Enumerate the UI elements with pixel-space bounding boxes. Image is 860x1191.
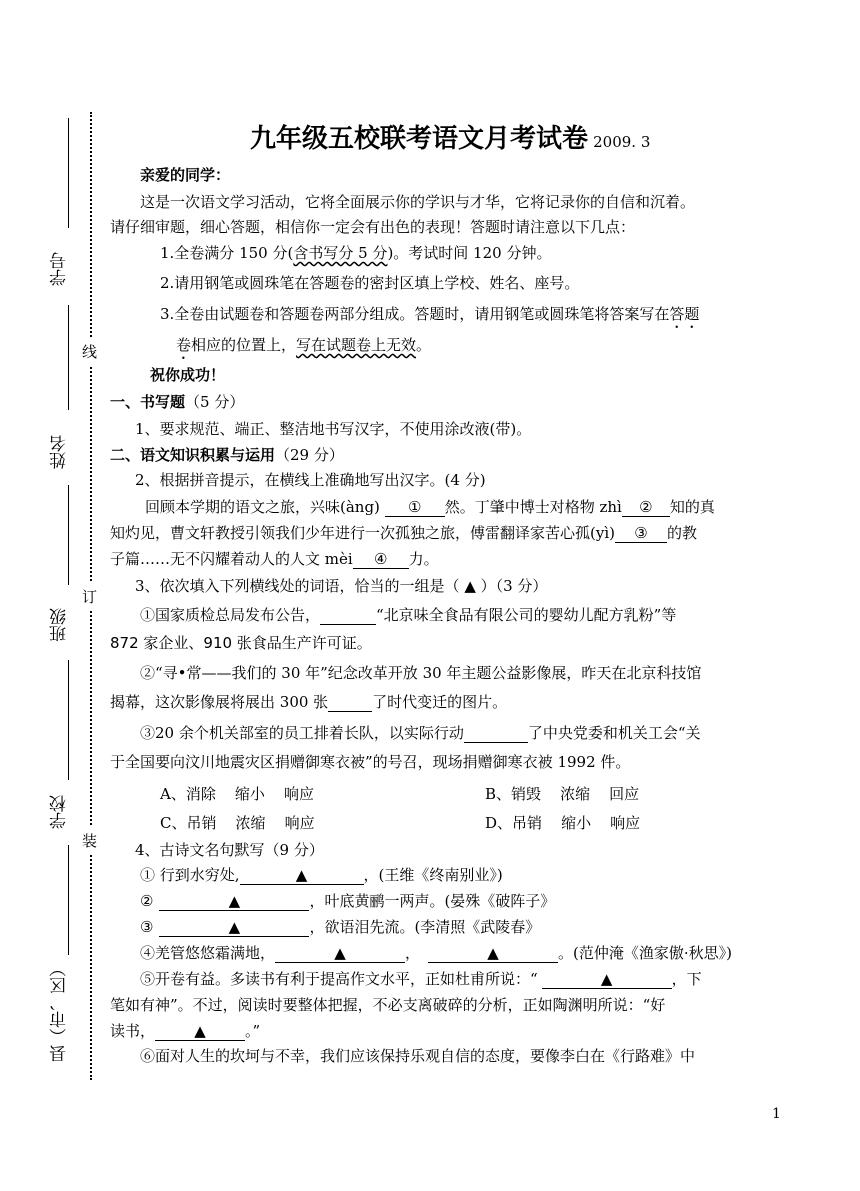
poem-blank: ▲ xyxy=(542,970,672,989)
poem-text: ② xyxy=(140,892,154,910)
poem-blank: ▲ xyxy=(275,944,405,963)
q3-sentence-3-cont: 于全国要向汶川地震灾区捐赠御寒衣被”的号召，现场捐赠御寒衣被 1992 件。 xyxy=(110,753,631,771)
q3-text: 了时代变迁的图片。 xyxy=(372,693,508,711)
field-school: 学校 xyxy=(50,795,70,829)
note-1-pre: 1.全卷满分 150 分( xyxy=(160,244,294,262)
exam-date: 2009. 3 xyxy=(593,133,651,151)
poem-line-5-end xyxy=(110,1022,260,1041)
question-4: 4、古诗文名句默写（9 分） xyxy=(135,841,324,859)
poem-line-4 xyxy=(140,944,732,963)
q3-sentence-3 xyxy=(140,724,701,743)
field-name: 姓名 xyxy=(50,435,70,469)
option-d: D、吊销 缩小 响应 xyxy=(485,814,641,832)
q3-text: 了中央党委和机关工会“关 xyxy=(527,724,701,742)
note-1 xyxy=(160,244,551,262)
q2-text: 回顾本学期的语文之旅，兴味(àng) xyxy=(145,498,385,516)
poem-line-2 xyxy=(140,892,555,911)
poem-text: 。(范仲淹《渔家傲·秋思》) xyxy=(558,944,733,962)
note-2: 2.请用钢笔或圆珠笔在答题卷的密封区填上学校、姓名、座号。 xyxy=(160,274,580,292)
q2-text: 力。 xyxy=(408,550,439,568)
section-1-score: （5 分） xyxy=(185,393,245,411)
section-2-title: 二、语文知识积累与运用 xyxy=(110,446,276,464)
note-3-cont-wavy: 写在试题卷上无效 xyxy=(296,336,417,354)
q3-text: ③20 余个机关部室的员工排着长队，以实际行动 xyxy=(140,724,464,742)
poem-line-3 xyxy=(140,918,540,937)
note-3-cont xyxy=(176,336,431,363)
option-c: C、吊销 浓缩 响应 xyxy=(160,814,315,832)
poem-text: ⑤开卷有益。多读书有利于提高作文水平，正如杜甫所说：“ xyxy=(140,970,538,988)
question-3: 3、依次填入下列横线处的词语，恰当的一组是（ ▲ ）（3 分） xyxy=(135,577,548,595)
field-county: 县（市、区） xyxy=(50,960,70,1062)
poem-text: ，下 xyxy=(671,970,702,988)
note-3-pre: 3.全卷由试题卷和答题卷两部分组成。答题时，请用钢笔或圆珠笔将答案写在 xyxy=(160,305,670,323)
page-number: 1 xyxy=(772,1106,781,1122)
q3-blank-1 xyxy=(320,606,376,625)
question-1: 1、要求规范、端正、整洁地书写汉字，不使用涂改液(带)。 xyxy=(135,420,532,438)
option-a: A、消除 缩小 响应 xyxy=(160,785,314,803)
question-2: 2、根据拼音提示，在横线上准确地写出汉字。(4 分) xyxy=(135,471,486,489)
q2-line-1 xyxy=(145,498,715,517)
q2-line-2 xyxy=(110,524,697,543)
poem-blank: ▲ xyxy=(240,866,364,885)
q3-blank-2 xyxy=(328,693,372,712)
binding-line xyxy=(68,845,69,955)
binding-line xyxy=(68,660,69,780)
good-luck: 祝你成功！ xyxy=(150,366,226,384)
poem-text: 读书， xyxy=(110,1022,156,1040)
q3-text: 揭幕，这次影像展将展出 300 张 xyxy=(110,693,329,711)
poem-text: 。” xyxy=(245,1022,261,1040)
note-3-cont-emphasis: 卷 xyxy=(176,336,192,354)
poem-text: ，(王维《终南别业》) xyxy=(363,866,503,884)
note-3-cont-end: 。 xyxy=(416,336,432,354)
poem-text: ，叶底黄鹂一两声。(晏殊《破阵子》 xyxy=(309,892,556,910)
q2-blank-4: ④ xyxy=(353,550,409,569)
q3-text: “北京味全食品有限公司的婴幼儿配方乳粉”等 xyxy=(376,606,677,624)
poem-line-5 xyxy=(140,970,702,989)
section-1-title: 一、书写题 xyxy=(110,393,186,411)
q2-line-3 xyxy=(110,550,439,569)
q3-sentence-1 xyxy=(140,606,676,625)
poem-line-5-cont: 笔如有神”。不过，阅读时要整体把握，不必支离破碎的分析，正如陶渊明所说：“好 xyxy=(110,996,666,1014)
poem-text: ，欲语泪先流。(李清照《武陵春》 xyxy=(309,918,541,936)
intro-paragraph-1: 这是一次语文学习活动，它将全面展示你的学识与才华，它将记录你的自信和沉着。 xyxy=(140,193,696,211)
binding-line xyxy=(68,485,69,585)
poem-text: ① 行到水穷处, xyxy=(140,866,240,884)
q3-sentence-2: ②“寻•常——我们的 30 年”纪念改革开放 30 年主题公益影像展，昨天在北京科技馆 xyxy=(140,664,702,682)
q3-sentence-2-cont xyxy=(110,693,507,712)
greeting: 亲爱的同学： xyxy=(140,166,231,184)
poem-text: ， xyxy=(405,944,421,962)
note-1-post: )。考试时间 120 分钟。 xyxy=(387,244,552,262)
q2-blank-1: ① xyxy=(385,498,445,517)
q2-blank-3: ③ xyxy=(615,524,667,543)
section-1-heading xyxy=(110,393,244,411)
field-student-id: 学号 xyxy=(50,252,70,286)
poem-blank: ▲ xyxy=(159,892,309,911)
poem-blank: ▲ xyxy=(428,944,558,963)
q3-sentence-1-cont: 872 家企业、910 张食品生产许可证。 xyxy=(110,634,372,652)
note-1-emphasis: 含书写分 5 分 xyxy=(293,244,388,262)
option-b: B、销毁 浓缩 回应 xyxy=(485,785,640,803)
q2-text: 然。丁肇中博士对格物 zhì xyxy=(444,498,622,516)
page-title xyxy=(250,118,650,155)
poem-blank: ▲ xyxy=(159,918,309,937)
q2-text: 的教 xyxy=(666,524,697,542)
note-3-emphasis: 答题 xyxy=(669,305,700,323)
poem-text: ③ xyxy=(140,918,154,936)
q2-text: 知灼见，曹文轩教授引领我们少年进行一次孤独之旅，傅雷翻译家苦心孤(yì) xyxy=(110,524,615,542)
section-2-heading xyxy=(110,446,344,464)
q3-blank-3 xyxy=(464,724,528,743)
note-3-cont-mid: 相应的位置上， xyxy=(191,336,297,354)
intro-paragraph-2: 请仔细审题，细心答题，相信你一定会有出色的表现！答题时请注意以下几点： xyxy=(110,218,636,236)
seal-char-order: 订 xyxy=(82,583,97,610)
seal-char-bind: 装 xyxy=(82,827,97,854)
note-3 xyxy=(160,305,699,332)
section-2-score: （29 分） xyxy=(275,446,344,464)
poem-line-1 xyxy=(140,866,503,885)
field-class: 班级 xyxy=(50,608,70,642)
q3-text: ①国家质检总局发布公告， xyxy=(140,606,321,624)
poem-text: ④羌管悠悠霜满地， xyxy=(140,944,276,962)
poem-line-6: ⑥面对人生的坎坷与不幸，我们应该保持乐观自信的态度，要像李白在《行路难》中 xyxy=(140,1047,696,1065)
binding-line xyxy=(68,305,69,410)
q2-blank-2: ② xyxy=(622,498,670,517)
binding-line xyxy=(68,118,69,228)
q2-text: 知的真 xyxy=(669,498,715,516)
exam-title: 九年级五校联考语文月考试卷 xyxy=(250,124,589,154)
q2-text: 子篇……无不闪耀着动人的人文 mèi xyxy=(110,550,353,568)
poem-blank: ▲ xyxy=(155,1022,245,1041)
seal-char-line: 线 xyxy=(82,338,97,365)
